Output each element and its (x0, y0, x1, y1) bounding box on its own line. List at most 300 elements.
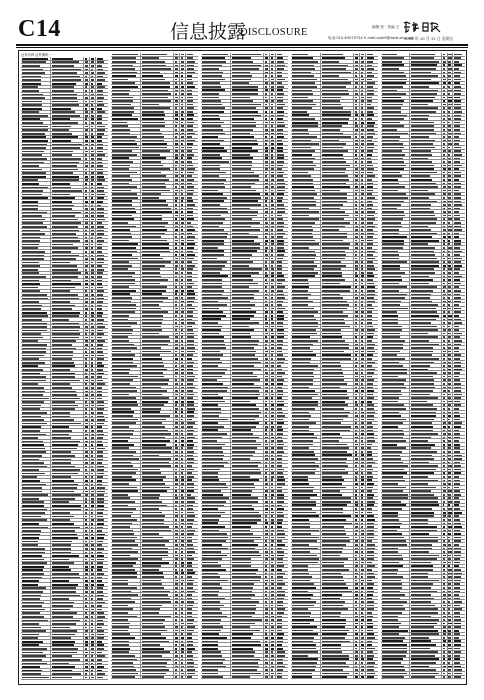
table-cell (186, 171, 198, 174)
cell-text (85, 663, 88, 665)
cell-text (22, 652, 43, 654)
cell-text (85, 176, 88, 178)
cell-text (22, 544, 38, 546)
table-cell (21, 494, 51, 497)
cell-text (142, 104, 160, 106)
table-cell (96, 311, 108, 314)
cell-text (142, 623, 163, 625)
table-cell (141, 307, 174, 310)
cell-text (85, 480, 88, 482)
table-cell (111, 418, 141, 421)
table-cell (276, 114, 288, 117)
table-cell (96, 418, 108, 421)
table-cell (111, 579, 141, 582)
table-cell (21, 172, 51, 175)
table-cell (21, 268, 51, 271)
table-cell (51, 114, 84, 117)
table-cell (96, 268, 108, 271)
cell-text (91, 416, 94, 418)
cell-text (52, 434, 69, 436)
table-cell (186, 253, 198, 256)
cell-text (181, 379, 184, 381)
cell-text (181, 605, 183, 607)
table-cell (276, 78, 288, 81)
table-cell (21, 429, 51, 432)
cell-text (187, 612, 192, 614)
cell-text (112, 218, 134, 220)
cell-text (91, 616, 94, 618)
cell-text (52, 487, 77, 489)
cell-text (52, 648, 79, 650)
table-cell (96, 333, 108, 336)
cell-text (112, 75, 136, 77)
table-cell (51, 522, 84, 525)
cell-text (52, 104, 79, 106)
table-cell (141, 468, 174, 471)
cell-text (52, 591, 76, 593)
table-cell (186, 243, 198, 246)
table-cell (21, 508, 51, 511)
table-cell (21, 350, 51, 353)
table-cell (111, 289, 141, 292)
cell-text (91, 537, 94, 539)
cell-text (142, 565, 161, 567)
table-cell (21, 89, 51, 92)
cell-text (85, 247, 88, 249)
table-cell (111, 382, 141, 385)
cell-text (175, 175, 178, 177)
cell-text (175, 523, 177, 525)
table-cell (96, 107, 108, 110)
table-cell (141, 235, 174, 238)
table-cell (51, 533, 84, 536)
table-cell (186, 411, 198, 414)
cell-text (181, 540, 184, 542)
cell-text (91, 269, 94, 271)
table-cell (21, 86, 51, 89)
cell-text (85, 115, 88, 117)
cell-text (142, 72, 161, 74)
table-cell (96, 78, 108, 81)
cell-text (265, 61, 267, 63)
cell-text (22, 598, 40, 600)
cell-text (112, 315, 129, 317)
table-cell (141, 57, 174, 60)
cell-text (97, 294, 103, 296)
table-cell (51, 440, 84, 443)
table-cell (111, 414, 141, 417)
cell-text (187, 605, 193, 607)
cell-text (142, 505, 167, 507)
cell-text (175, 548, 178, 550)
cell-text (175, 150, 178, 152)
cell-text (52, 86, 74, 88)
table-cell (51, 672, 84, 675)
cell-text (187, 179, 194, 181)
cell-text (187, 154, 194, 156)
cell-text (91, 566, 94, 568)
cell-text (175, 476, 177, 478)
cell-text (112, 644, 129, 646)
cell-text (202, 82, 220, 84)
cell-text (91, 301, 94, 303)
cell-text (22, 226, 48, 228)
table-cell (276, 57, 288, 60)
cell-text (181, 86, 184, 88)
cell-text (22, 187, 48, 189)
table-cell (141, 661, 174, 664)
table-cell (21, 526, 51, 529)
cell-text (175, 365, 177, 367)
cell-text (97, 312, 103, 314)
cell-text (232, 115, 262, 117)
cell-text (22, 355, 44, 357)
cell-text (181, 419, 183, 421)
table-cell (51, 129, 84, 132)
table-cell (186, 135, 198, 138)
cell-text (175, 540, 177, 542)
cell-text (22, 634, 39, 636)
cell-text (85, 333, 87, 335)
cell-text (52, 154, 72, 156)
cell-text (97, 602, 105, 604)
cell-text (85, 90, 87, 92)
cell-text (112, 612, 128, 614)
table-cell (186, 618, 198, 621)
cell-text (97, 212, 104, 214)
table-cell (51, 311, 84, 314)
cell-text (22, 115, 48, 117)
cell-text (52, 230, 79, 232)
table-cell (51, 544, 84, 547)
cell-text (97, 541, 103, 543)
table-cell (96, 175, 108, 178)
cell-text (271, 75, 273, 77)
cell-text (181, 372, 184, 374)
cell-text (181, 358, 183, 360)
table-cell (51, 375, 84, 378)
table-cell (186, 633, 198, 636)
table-cell (51, 626, 84, 629)
table-cell (111, 250, 141, 253)
table-cell (96, 239, 108, 242)
table-cell (51, 630, 84, 633)
cell-text (181, 261, 184, 263)
cell-text (181, 226, 183, 228)
cell-text (85, 219, 88, 221)
cell-text (181, 333, 183, 335)
table-cell (111, 282, 141, 285)
table-cell (111, 640, 141, 643)
table-cell (21, 375, 51, 378)
table-cell (51, 676, 84, 679)
table-cell (51, 61, 84, 64)
cell-text (22, 373, 40, 375)
table-cell (141, 368, 174, 371)
table-cell (141, 586, 174, 589)
cell-text (181, 494, 183, 496)
table-cell (186, 547, 198, 550)
cell-text (91, 83, 94, 85)
table-cell (21, 322, 51, 325)
cell-text (112, 540, 135, 542)
cell-text (85, 373, 87, 375)
cell-text (22, 620, 49, 622)
cell-text (142, 472, 161, 474)
cell-text (181, 669, 184, 671)
cell-text (52, 269, 78, 271)
table-cell (96, 132, 108, 135)
cell-text (187, 311, 193, 313)
table-cell (96, 390, 108, 393)
table-cell (201, 114, 231, 117)
table-cell (51, 125, 84, 128)
cell-text (112, 390, 137, 392)
table-cell (186, 407, 198, 410)
table-cell (141, 185, 174, 188)
cell-text (202, 57, 225, 59)
table-cell (51, 515, 84, 518)
cell-text (271, 79, 274, 81)
cell-text (175, 190, 178, 192)
cell-text (181, 659, 183, 661)
table-cell (96, 61, 108, 64)
cell-text (142, 587, 164, 589)
cell-text (91, 555, 94, 557)
cell-text (112, 362, 133, 364)
cell-text (112, 437, 130, 439)
cell-text (187, 229, 195, 231)
cell-text (175, 662, 178, 664)
table-cell (186, 622, 198, 625)
cell-text (97, 398, 102, 400)
table-cell (21, 200, 51, 203)
table-cell (21, 372, 51, 375)
cell-text (112, 537, 137, 539)
cell-text (91, 348, 94, 350)
table-cell (51, 536, 84, 539)
cell-text (97, 344, 103, 346)
cell-text (112, 183, 129, 185)
cell-text (22, 237, 41, 239)
cell-text (181, 147, 184, 149)
table-cell (96, 583, 108, 586)
cell-text (91, 212, 94, 214)
cell-text (52, 69, 81, 71)
cell-text (97, 262, 104, 264)
cell-text (85, 466, 87, 468)
table-cell (21, 558, 51, 561)
cell-text (187, 251, 193, 253)
table-cell (141, 622, 174, 625)
cell-text (112, 523, 132, 525)
table-cell (21, 275, 51, 278)
table-cell (51, 107, 84, 110)
table-cell (141, 407, 174, 410)
cell-text (91, 287, 93, 289)
table-cell (21, 207, 51, 210)
cell-text (112, 336, 128, 338)
table-cell (141, 439, 174, 442)
table-cell (186, 414, 198, 417)
table-cell (186, 339, 198, 342)
table-cell (21, 479, 51, 482)
table-cell (96, 136, 108, 139)
table-cell (111, 329, 141, 332)
cell-text (97, 365, 104, 367)
table-cell (21, 143, 51, 146)
cell-text (22, 423, 47, 425)
cell-text (85, 462, 88, 464)
cell-text (175, 129, 178, 131)
cell-text (142, 301, 163, 303)
table-cell (141, 146, 174, 149)
cell-text (175, 75, 178, 77)
cell-text (52, 94, 77, 96)
cell-text (97, 437, 103, 439)
cell-text (112, 497, 130, 499)
table-cell (96, 279, 108, 282)
cell-text (22, 391, 45, 393)
cell-text (52, 644, 75, 646)
cell-text (52, 212, 81, 214)
table-cell (186, 82, 198, 85)
cell-text (112, 666, 134, 668)
table-cell (141, 543, 174, 546)
cell-text (142, 340, 171, 342)
cell-text (181, 612, 183, 614)
cell-text (112, 68, 135, 70)
table-cell (186, 146, 198, 149)
table-cell (111, 257, 141, 260)
table-cell (111, 103, 141, 106)
cell-text (181, 651, 184, 653)
cell-text (142, 455, 159, 457)
table-cell (186, 658, 198, 661)
table-cell (111, 60, 141, 63)
table-cell (21, 536, 51, 539)
cell-text (97, 237, 102, 239)
cell-text (142, 515, 165, 517)
table-cell (96, 415, 108, 418)
table-cell (111, 608, 141, 611)
table-cell (111, 92, 141, 95)
cell-text (187, 455, 193, 457)
cell-text (271, 93, 273, 95)
table-cell (21, 318, 51, 321)
table-cell (96, 511, 108, 514)
table-cell (276, 125, 288, 128)
table-cell (96, 494, 108, 497)
cell-text (22, 591, 44, 593)
table-cell (111, 157, 141, 160)
cell-text (97, 419, 105, 421)
cell-text (52, 623, 77, 625)
table-cell (141, 507, 174, 510)
cell-text (22, 230, 40, 232)
table-cell (51, 565, 84, 568)
table-cell (96, 490, 108, 493)
table-cell (21, 415, 51, 418)
cell-text (187, 107, 195, 109)
table-cell (96, 519, 108, 522)
cell-text (52, 255, 79, 257)
cell-text (52, 398, 80, 400)
cell-text (52, 480, 74, 482)
cell-text (181, 580, 184, 582)
cell-text (22, 666, 40, 668)
table-cell (21, 107, 51, 110)
cell-text (97, 670, 103, 672)
cell-text (175, 594, 178, 596)
cell-text (112, 383, 130, 385)
table-cell (141, 142, 174, 145)
cell-text (22, 527, 49, 529)
cell-text (85, 548, 88, 550)
table-cell (111, 386, 141, 389)
table-cell (111, 207, 141, 210)
cell-text (97, 108, 102, 110)
cell-text (97, 527, 103, 529)
table-cell (186, 332, 198, 335)
cell-text (112, 319, 129, 321)
cell-text (112, 533, 135, 535)
cell-text (112, 208, 136, 210)
cell-text (22, 630, 46, 632)
cell-text (97, 111, 105, 113)
cell-text (175, 233, 177, 235)
table-cell (186, 611, 198, 614)
table-cell (186, 74, 198, 77)
cell-text (97, 612, 104, 614)
cell-text (175, 204, 177, 206)
cell-text (175, 68, 178, 70)
table-cell (111, 332, 141, 335)
cell-text (181, 114, 183, 116)
cell-text (187, 358, 192, 360)
cell-text (112, 286, 130, 288)
cell-text (91, 391, 93, 393)
table-cell (111, 547, 141, 550)
table-cell (231, 89, 264, 92)
cell-text (97, 480, 103, 482)
cell-text (97, 136, 102, 138)
table-cell (21, 361, 51, 364)
cell-text (52, 430, 73, 432)
cell-text (181, 548, 183, 550)
cell-text (187, 422, 195, 424)
table-cell (21, 61, 51, 64)
table-cell (96, 379, 108, 382)
cell-text (85, 104, 88, 106)
cell-text (142, 254, 160, 256)
cell-text (52, 595, 80, 597)
cell-text (52, 627, 71, 629)
cell-text (52, 162, 79, 164)
cell-text (142, 576, 164, 578)
cell-text (142, 114, 166, 116)
cell-text (91, 434, 94, 436)
table-cell (186, 257, 198, 260)
cell-text (52, 655, 72, 657)
cell-text (112, 118, 138, 120)
cell-text (202, 107, 225, 109)
cell-text (22, 487, 42, 489)
cell-text (97, 491, 105, 493)
table-cell (51, 401, 84, 404)
table-cell (186, 454, 198, 457)
cell-text (52, 165, 78, 167)
